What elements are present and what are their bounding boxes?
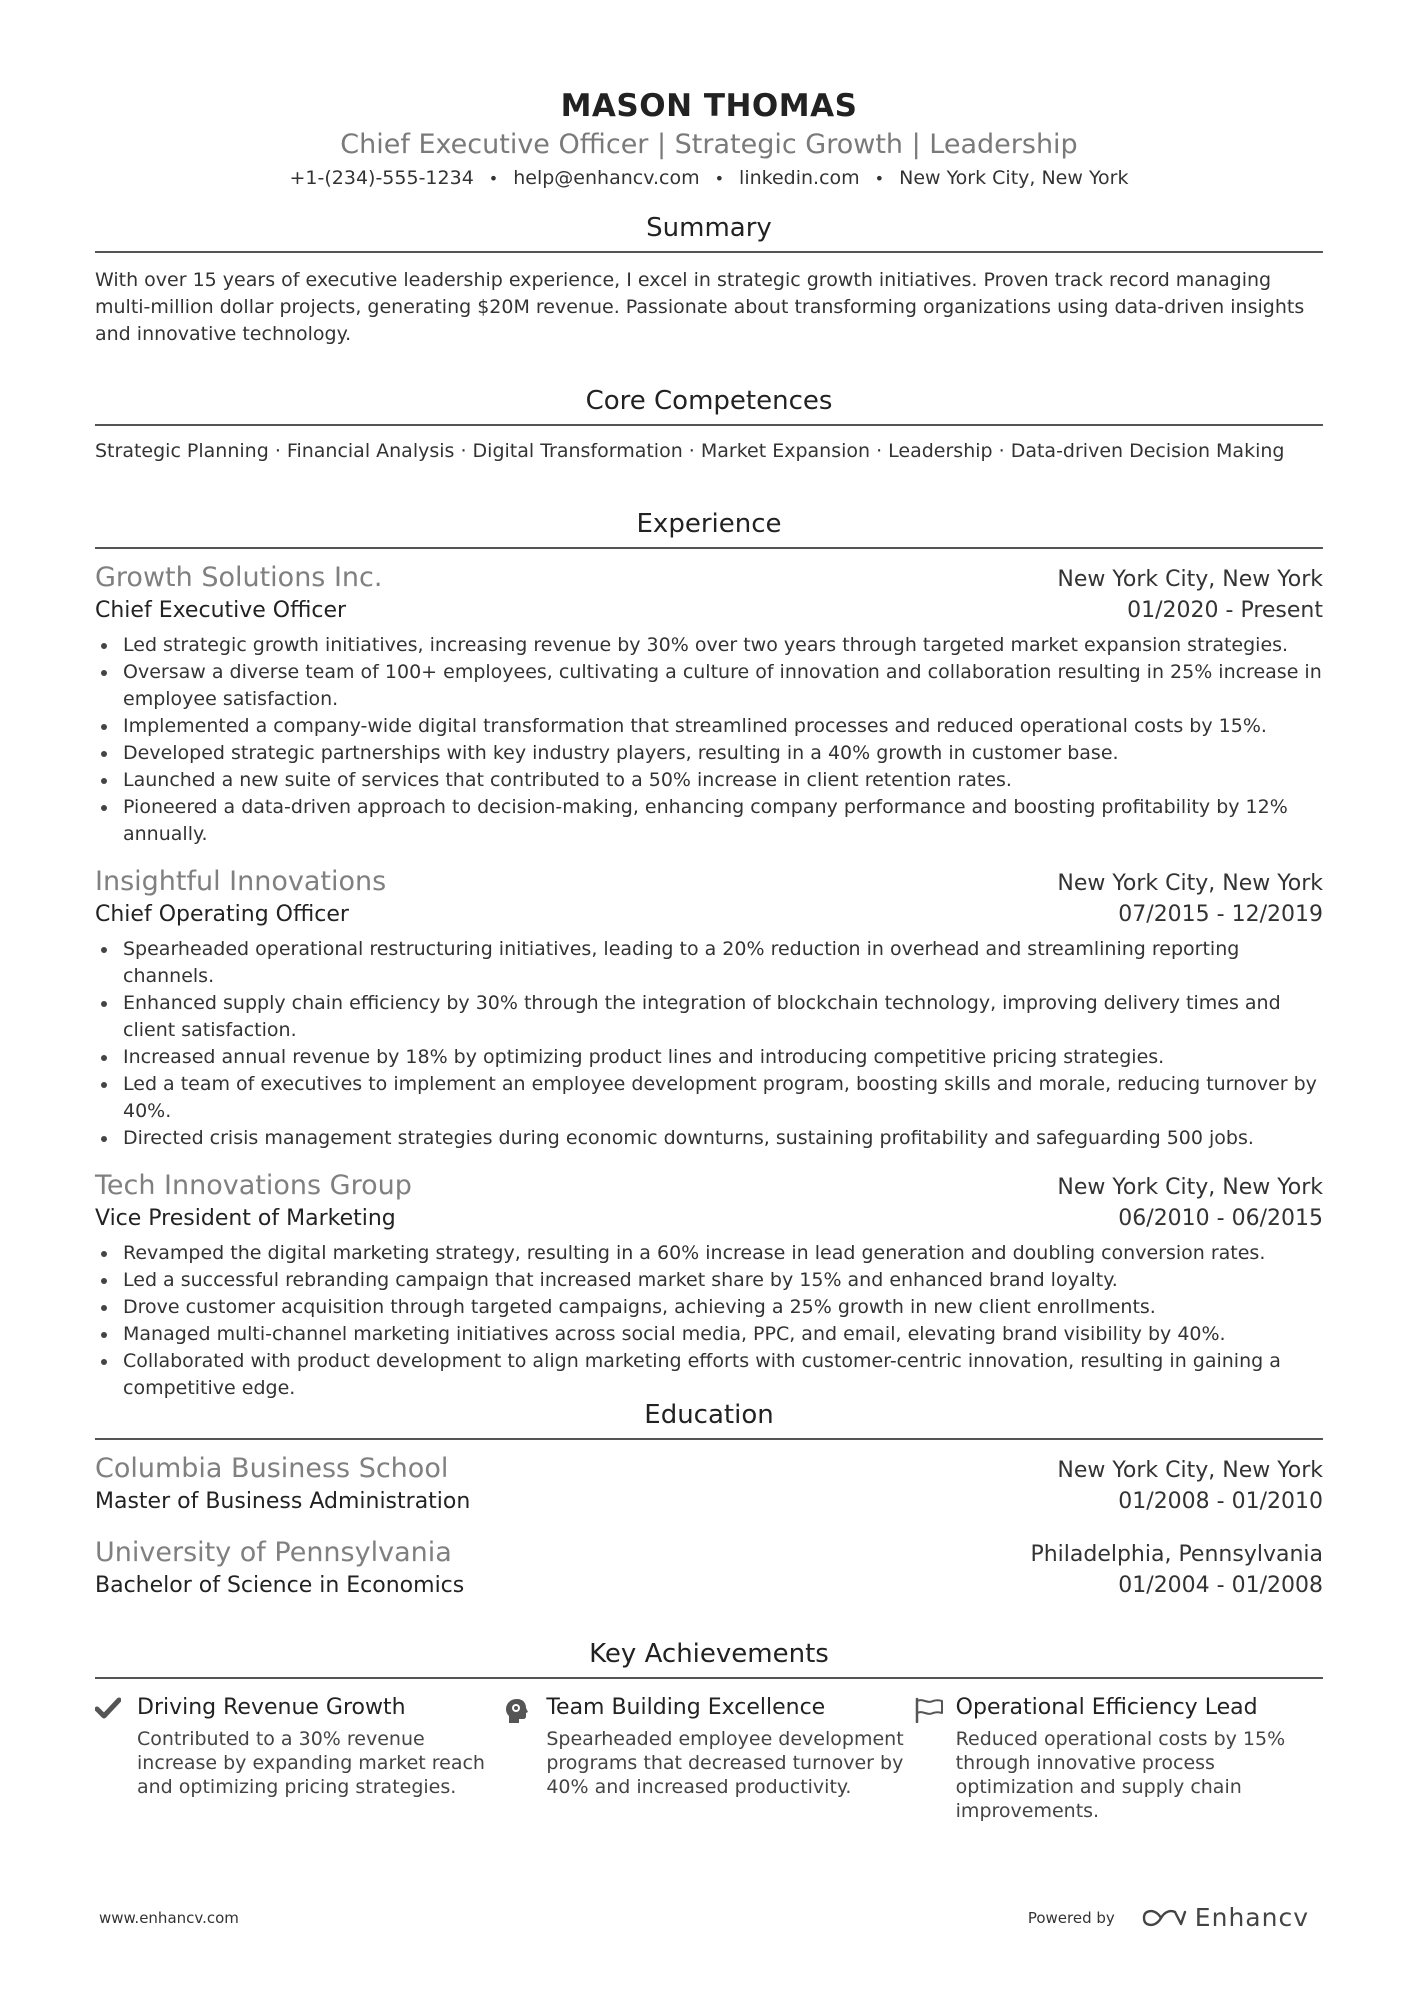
school-location: New York City, New York	[1057, 1458, 1323, 1483]
bullet-item: Led a successful rebranding campaign that increased market share by 15% and enhanced brand loyalty.	[95, 1267, 1323, 1294]
company-name: Insightful Innovations	[95, 866, 387, 897]
separator-dot: •	[714, 169, 725, 188]
separator-dot: •	[874, 169, 885, 188]
achievement-title: Operational Efficiency Lead	[955, 1695, 1258, 1720]
experience-entry	[95, 865, 1323, 1152]
bullet-item: Launched a new suite of services that contributed to a 50% increase in client retention rates.	[95, 767, 1323, 794]
achievement-title: Team Building Excellence	[546, 1695, 826, 1720]
achievement-description: Contributed to a 30% revenue increase by expanding market reach and optimizing pricing strategies.	[137, 1728, 485, 1798]
bullet-item: Increased annual revenue by 18% by optimizing product lines and introducing competitive pricing strategies.	[95, 1044, 1323, 1071]
bullet-item: Directed crisis management strategies during economic downturns, sustaining profitability and safeguarding 500 jobs.	[95, 1125, 1323, 1152]
contact-location: New York City, New York	[899, 167, 1129, 189]
achievements-title: Key Achievements	[95, 1637, 1323, 1679]
education-section	[95, 1398, 1323, 1601]
achievement-title: Driving Revenue Growth	[137, 1695, 406, 1720]
resume-page	[95, 0, 1323, 1822]
education-entry	[95, 1536, 1323, 1601]
job-title: Chief Operating Officer	[95, 902, 349, 927]
achievement-description: Reduced operational costs by 15% through innovative process optimization and supply chain improvements.	[955, 1728, 1286, 1822]
checkmark-icon	[95, 1693, 137, 1823]
contact-line	[95, 165, 1323, 192]
job-title: Chief Executive Officer	[95, 598, 347, 623]
flag-icon	[914, 1693, 956, 1823]
powered-by-label: Powered by	[1027, 1908, 1115, 1927]
enhancv-logo[interactable]	[1141, 1903, 1309, 1932]
achievements-section	[95, 1637, 1323, 1823]
head-brain-icon	[504, 1693, 546, 1823]
job-dates: 07/2015 - 12/2019	[1118, 902, 1323, 927]
experience-section	[95, 507, 1323, 1402]
achievement-item	[504, 1693, 913, 1823]
summary-title: Summary	[95, 211, 1323, 253]
email[interactable]: help@enhancv.com	[513, 167, 700, 189]
bullet-item: Pioneered a data-driven approach to decision-making, enhancing company performance and boosting profitability by 12% annually.	[95, 794, 1323, 848]
company-name: Tech Innovations Group	[95, 1170, 412, 1201]
education-dates: 01/2008 - 01/2010	[1118, 1489, 1323, 1514]
bullet-item: Developed strategic partnerships with key industry players, resulting in a 40% growth in customer base.	[95, 740, 1323, 767]
job-dates: 06/2010 - 06/2015	[1118, 1206, 1323, 1231]
education-dates: 01/2004 - 01/2008	[1118, 1573, 1323, 1598]
phone: +1-(234)-555-1234	[289, 167, 474, 189]
separator-dot: •	[488, 169, 499, 188]
footer-branding	[1028, 1903, 1309, 1932]
candidate-name: MASON THOMAS	[560, 88, 858, 124]
bullet-item: Spearheaded operational restructuring initiatives, leading to a 20% reduction in overhead and streamlining reporting channels.	[95, 936, 1323, 990]
job-bullets	[95, 936, 1323, 1152]
bullet-item: Oversaw a diverse team of 100+ employees, cultivating a culture of innovation and collaboration resulting in 25% increase in employee satisfaction.	[95, 659, 1323, 713]
school-name: Columbia Business School	[95, 1453, 449, 1484]
linkedin[interactable]: linkedin.com	[739, 167, 860, 189]
job-bullets	[95, 632, 1323, 848]
bullet-item: Revamped the digital marketing strategy, resulting in a 60% increase in lead generation and doubling conversion rates.	[95, 1240, 1323, 1267]
education-title: Education	[95, 1398, 1323, 1440]
experience-entry	[95, 1169, 1323, 1402]
job-dates: 01/2020 - Present	[1127, 598, 1323, 623]
bullet-item: Enhanced supply chain efficiency by 30% through the integration of blockchain technology, improving delivery times and client satisfaction.	[95, 990, 1323, 1044]
bullet-item: Managed multi-channel marketing initiatives across social media, PPC, and email, elevating brand visibility by 40%.	[95, 1321, 1323, 1348]
job-location: New York City, New York	[1057, 871, 1323, 896]
achievement-item	[914, 1693, 1323, 1823]
school-name: University of Pennsylvania	[95, 1537, 452, 1568]
bullet-item: Implemented a company-wide digital transformation that streamlined processes and reduced operational costs by 15%.	[95, 713, 1323, 740]
achievement-item	[95, 1693, 504, 1823]
achievement-description: Spearheaded employee development programs that decreased turnover by 40% and increased productivity.	[546, 1728, 904, 1798]
school-location: Philadelphia, Pennsylvania	[1030, 1542, 1323, 1567]
summary-text: With over 15 years of executive leadership experience, I excel in strategic growth initiatives. Proven track record managing multi-million dollar projects, generating $20M revenue. Passionate about transforming organizations using data-driven insights and innovative technology.	[95, 269, 1305, 345]
experience-entry	[95, 561, 1323, 848]
bullet-item: Collaborated with product development to align marketing efforts with customer-centric innovation, resulting in gaining a competitive edge.	[95, 1348, 1323, 1402]
degree: Bachelor of Science in Economics	[95, 1573, 465, 1598]
page-footer	[99, 1903, 1309, 1932]
job-location: New York City, New York	[1057, 567, 1323, 592]
education-entry	[95, 1452, 1323, 1517]
bullet-item: Led strategic growth initiatives, increasing revenue by 30% over two years through targeted market expansion strategies.	[95, 632, 1323, 659]
job-location: New York City, New York	[1057, 1175, 1323, 1200]
competences-text: Strategic Planning · Financial Analysis · Digital Transformation · Market Expansion · Leadership · Data-driven Decision Making	[95, 440, 1285, 462]
bullet-item: Drove customer acquisition through targeted campaigns, achieving a 25% growth in new client enrollments.	[95, 1294, 1323, 1321]
achievements-grid	[95, 1693, 1323, 1823]
competences-title: Core Competences	[95, 384, 1323, 426]
candidate-subtitle: Chief Executive Officer | Strategic Growth | Leadership	[340, 129, 1078, 160]
competences-section	[95, 384, 1323, 465]
resume-header	[95, 0, 1323, 192]
degree: Master of Business Administration	[95, 1489, 471, 1514]
footer-website[interactable]: www.enhancv.com	[99, 1908, 239, 1927]
bullet-item: Led a team of executives to implement an employee development program, boosting skills and morale, reducing turnover by 40%.	[95, 1071, 1323, 1125]
enhancv-logo-icon	[1141, 1907, 1187, 1929]
job-bullets	[95, 1240, 1323, 1402]
job-title: Vice President of Marketing	[95, 1206, 396, 1231]
experience-title: Experience	[95, 507, 1323, 549]
summary-section	[95, 211, 1323, 348]
brand-name: Enhancv	[1194, 1903, 1309, 1932]
company-name: Growth Solutions Inc.	[95, 562, 383, 593]
